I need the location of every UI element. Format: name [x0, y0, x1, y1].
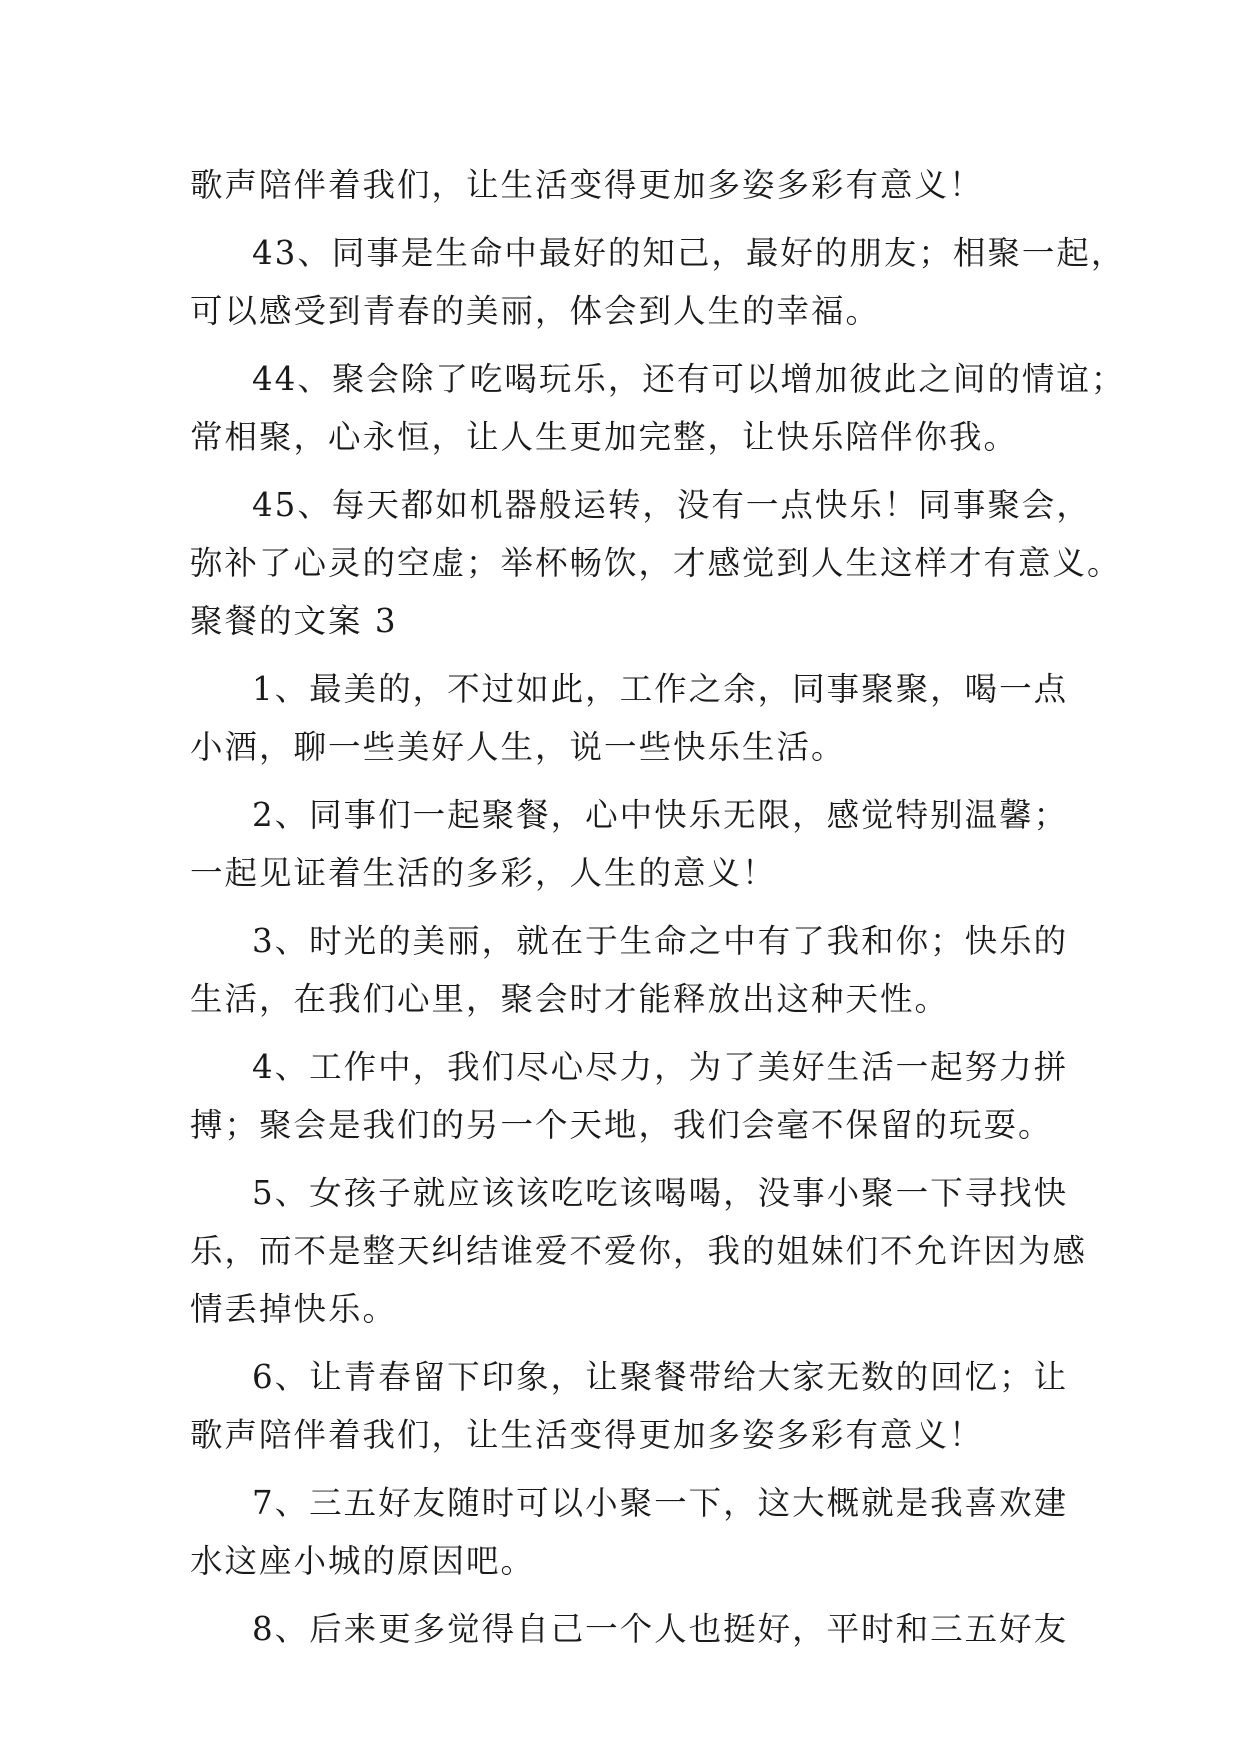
paragraph-5-line-1: 5、女孩子就应该该吃吃该喝喝，没事小聚一下寻找快: [252, 1174, 1069, 1212]
paragraph-8-line-1: 8、后来更多觉得自己一个人也挺好，平时和三五好友: [252, 1610, 1069, 1648]
paragraph-43-line-2: 可以感受到青春的美丽，体会到人生的幸福。: [190, 292, 881, 330]
paragraph-7-line-2: 水这座小城的原因吧。: [190, 1542, 536, 1580]
paragraph-4-line-2: 搏；聚会是我们的另一个天地，我们会毫不保留的玩耍。: [190, 1106, 1053, 1144]
paragraph-44-line-2: 常相聚，心永恒，让人生更加完整，让快乐陪伴你我。: [190, 418, 1019, 456]
paragraph-5-line-2: 乐，而不是整天纠结谁爱不爱你，我的姐妹们不允许因为感: [190, 1232, 1088, 1270]
paragraph-3-line-1: 3、时光的美丽，就在于生命之中有了我和你；快乐的: [252, 922, 1069, 960]
paragraph-6-line-2: 歌声陪伴着我们，让生活变得更加多姿多彩有意义！: [190, 1416, 984, 1454]
section-heading: 聚餐的文案 3: [190, 602, 398, 640]
paragraph-5-line-3: 情丢掉快乐。: [190, 1290, 398, 1328]
paragraph-1-line-2: 小酒，聊一些美好人生，说一些快乐生活。: [190, 728, 846, 766]
paragraph-2-line-2: 一起见证着生活的多彩，人生的意义！: [190, 854, 777, 892]
paragraph-45-line-1: 45、每天都如机器般运转，没有一点快乐！同事聚会，: [252, 486, 1091, 524]
paragraph-6-line-1: 6、让青春留下印象，让聚餐带给大家无数的回忆；让: [252, 1358, 1069, 1396]
paragraph-3-line-2: 生活，在我们心里，聚会时才能释放出这种天性。: [190, 980, 950, 1018]
document-body: [190, 156, 1126, 1658]
paragraph-4-line-1: 4、工作中，我们尽心尽力，为了美好生活一起努力拼: [252, 1048, 1069, 1086]
text-line: 歌声陪伴着我们，让生活变得更加多姿多彩有意义！: [190, 166, 984, 204]
paragraph-2-line-1: 2、同事们一起聚餐，心中快乐无限，感觉特别温馨；: [252, 796, 1069, 834]
paragraph-45-line-2: 弥补了心灵的空虚；举杯畅饮，才感觉到人生这样才有意义。: [190, 544, 1122, 582]
paragraph-1-line-1: 1、最美的，不过如此，工作之余，同事聚聚，喝一点: [252, 670, 1069, 708]
paragraph-7-line-1: 7、三五好友随时可以小聚一下，这大概就是我喜欢建: [252, 1484, 1069, 1522]
paragraph-44-line-1: 44、聚会除了吃喝玩乐，还有可以增加彼此之间的情谊；: [252, 360, 1126, 398]
paragraph-43-line-1: 43、同事是生命中最好的知己，最好的朋友；相聚一起，: [252, 234, 1126, 272]
